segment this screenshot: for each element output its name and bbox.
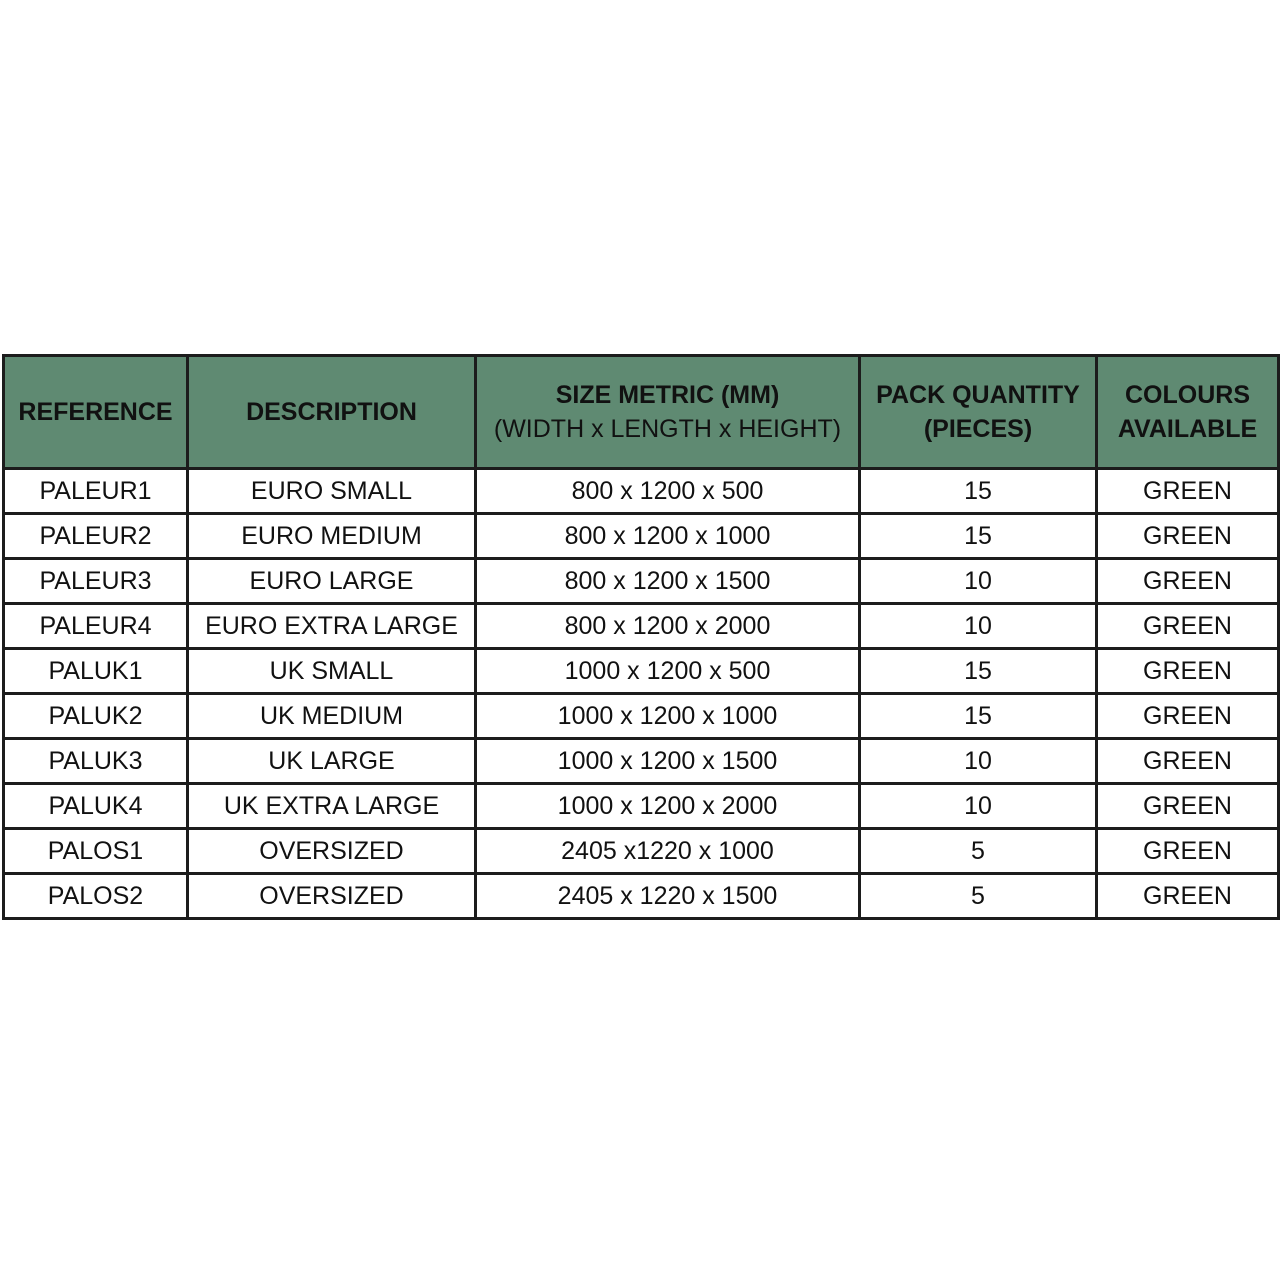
header-colours-line1: COLOURS xyxy=(1125,381,1250,409)
table-header xyxy=(4,356,1279,469)
cell-colours: GREEN xyxy=(1097,739,1279,784)
cell-pack-quantity: 10 xyxy=(860,559,1097,604)
cell-colours: GREEN xyxy=(1097,469,1279,514)
cell-reference: PALUK1 xyxy=(4,649,188,694)
cell-pack-quantity: 15 xyxy=(860,469,1097,514)
header-pack-line1: PACK QUANTITY xyxy=(876,381,1080,409)
cell-reference: PALEUR3 xyxy=(4,559,188,604)
header-size-subtitle: (WIDTH x LENGTH x HEIGHT) xyxy=(493,415,842,443)
cell-pack-quantity: 15 xyxy=(860,514,1097,559)
table-row xyxy=(4,469,1279,514)
table-row xyxy=(4,559,1279,604)
header-size-title: SIZE METRIC (MM) xyxy=(555,381,780,409)
table-row xyxy=(4,784,1279,829)
table-row xyxy=(4,514,1279,559)
cell-description: UK MEDIUM xyxy=(188,694,476,739)
cell-description: EURO EXTRA LARGE xyxy=(188,604,476,649)
cell-reference: PALUK3 xyxy=(4,739,188,784)
cell-description: OVERSIZED xyxy=(188,829,476,874)
cell-reference: PALOS2 xyxy=(4,874,188,919)
cell-colours: GREEN xyxy=(1097,649,1279,694)
table-row xyxy=(4,649,1279,694)
cell-size: 800 x 1200 x 1500 xyxy=(476,559,860,604)
cell-size: 800 x 1200 x 2000 xyxy=(476,604,860,649)
cell-pack-quantity: 15 xyxy=(860,649,1097,694)
header-size-metric xyxy=(476,356,860,469)
cell-description: EURO LARGE xyxy=(188,559,476,604)
cell-size: 2405 x 1220 x 1500 xyxy=(476,874,860,919)
header-pack-quantity xyxy=(860,356,1097,469)
cell-colours: GREEN xyxy=(1097,784,1279,829)
cell-description: UK EXTRA LARGE xyxy=(188,784,476,829)
cell-description: EURO SMALL xyxy=(188,469,476,514)
cell-size: 1000 x 1200 x 1500 xyxy=(476,739,860,784)
cell-colours: GREEN xyxy=(1097,874,1279,919)
table-row xyxy=(4,874,1279,919)
cell-colours: GREEN xyxy=(1097,604,1279,649)
table-row xyxy=(4,604,1279,649)
cell-colours: GREEN xyxy=(1097,829,1279,874)
cell-pack-quantity: 10 xyxy=(860,604,1097,649)
cell-colours: GREEN xyxy=(1097,559,1279,604)
cell-size: 1000 x 1200 x 1000 xyxy=(476,694,860,739)
cell-colours: GREEN xyxy=(1097,694,1279,739)
cell-size: 1000 x 1200 x 500 xyxy=(476,649,860,694)
table-row xyxy=(4,829,1279,874)
table-row xyxy=(4,694,1279,739)
cell-pack-quantity: 10 xyxy=(860,784,1097,829)
table-row xyxy=(4,739,1279,784)
table-body xyxy=(4,469,1279,919)
header-description: DESCRIPTION xyxy=(188,356,476,469)
cell-size: 800 x 1200 x 1000 xyxy=(476,514,860,559)
cell-size: 1000 x 1200 x 2000 xyxy=(476,784,860,829)
cell-reference: PALEUR4 xyxy=(4,604,188,649)
cell-pack-quantity: 10 xyxy=(860,739,1097,784)
header-row xyxy=(4,356,1279,469)
header-reference: REFERENCE xyxy=(4,356,188,469)
header-pack-line2: (PIECES) xyxy=(923,415,1033,443)
cell-description: UK LARGE xyxy=(188,739,476,784)
cell-reference: PALEUR2 xyxy=(4,514,188,559)
cell-pack-quantity: 5 xyxy=(860,874,1097,919)
cell-description: EURO MEDIUM xyxy=(188,514,476,559)
header-colours-line2: AVAILABLE xyxy=(1117,415,1258,443)
cell-reference: PALUK2 xyxy=(4,694,188,739)
product-spec-table xyxy=(2,354,1280,920)
cell-reference: PALOS1 xyxy=(4,829,188,874)
cell-pack-quantity: 5 xyxy=(860,829,1097,874)
cell-pack-quantity: 15 xyxy=(860,694,1097,739)
cell-colours: GREEN xyxy=(1097,514,1279,559)
header-colours-available xyxy=(1097,356,1279,469)
cell-size: 800 x 1200 x 500 xyxy=(476,469,860,514)
cell-size: 2405 x1220 x 1000 xyxy=(476,829,860,874)
cell-description: UK SMALL xyxy=(188,649,476,694)
cell-description: OVERSIZED xyxy=(188,874,476,919)
cell-reference: PALEUR1 xyxy=(4,469,188,514)
cell-reference: PALUK4 xyxy=(4,784,188,829)
